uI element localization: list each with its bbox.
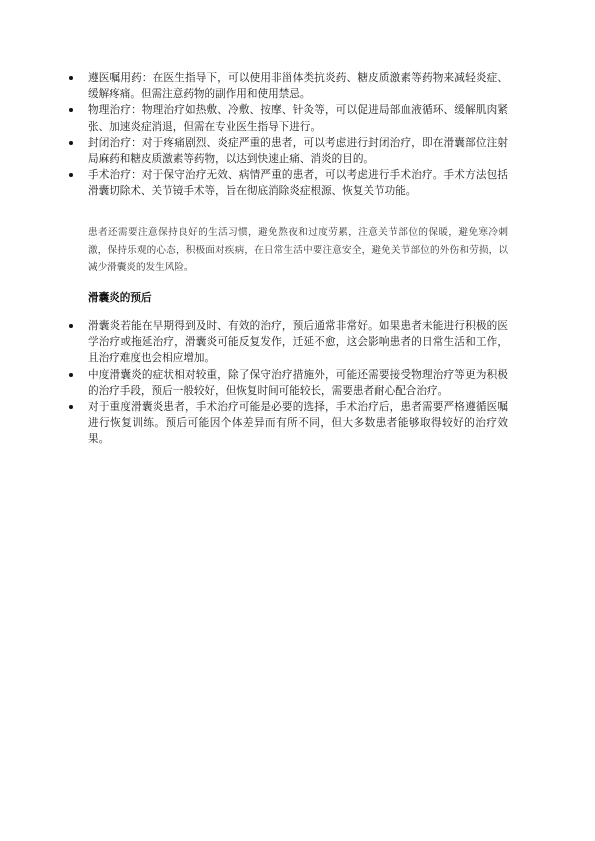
list-item-text: 手术治疗：对于保守治疗无效、病情严重的患者，可以考虑进行手术治疗。手术方法包括滑囊切除术、关节镜手术等，旨在彻底消除炎症根源、恢复关节功能。 <box>88 169 508 198</box>
section-heading: 滑囊炎的预后 <box>88 292 152 304</box>
list-item-text: 中度滑囊炎的症状相对较重，除了保守治疗措施外，可能还需要接受物理治疗等更为积极的治疗手段，预后一般较好，但恢复时间可能较长，需要患者耐心配合治疗。 <box>88 368 508 397</box>
list-item <box>68 70 508 102</box>
list-item-text: 对于重度滑囊炎患者，手术治疗可能是必要的选择，手术治疗后，患者需要严格遵循医嘱进行恢复训练。预后可能因个体差异而有所不同，但大多数患者能够取得较好的治疗效果。 <box>88 401 508 446</box>
bullet-icon <box>69 373 73 377</box>
treatment-list <box>68 70 508 200</box>
list-item <box>68 367 508 399</box>
list-item-text: 遵医嘱用药：在医生指导下，可以使用非甾体类抗炎药、糖皮质激素等药物来减轻炎症、缓解疼痛。但需注意药物的副作用和使用禁忌。 <box>88 72 508 101</box>
bullet-icon <box>69 141 73 145</box>
list-item <box>68 102 508 134</box>
advice-paragraph: 患者还需要注意保持良好的生活习惯，避免熬夜和过度劳累，注意关节部位的保暖，避免寒冷刺激，保持乐观的心态，积极面对疾病，在日常生活中要注意安全，避免关节部位的外伤和劳损，以减少滑囊炎的发生风险。 <box>88 227 508 273</box>
bullet-icon <box>69 108 73 112</box>
list-item <box>68 135 508 167</box>
bullet-icon <box>69 405 73 409</box>
bullet-icon <box>69 324 73 328</box>
list-item <box>68 167 508 199</box>
bullet-icon <box>69 173 73 177</box>
bullet-icon <box>69 76 73 80</box>
prognosis-list <box>68 318 508 448</box>
list-item-text: 滑囊炎若能在早期得到及时、有效的治疗，预后通常非常好。如果患者未能进行积极的医学治疗或拖延治疗，滑囊炎可能反复发作，迁延不愈，这会影响患者的日常生活和工作，且治疗难度也会相应增加。 <box>88 320 508 365</box>
list-item <box>68 399 508 448</box>
list-item <box>68 318 508 367</box>
list-item-text: 物理治疗：物理治疗如热敷、冷敷、按摩、针灸等，可以促进局部血液循环、缓解肌肉紧张、加速炎症消退，但需在专业医生指导下进行。 <box>88 104 508 133</box>
list-item-text: 封闭治疗：对于疼痛剧烈、炎症严重的患者，可以考虑进行封闭治疗，即在滑囊部位注射局麻药和糖皮质激素等药物，以达到快速止痛、消炎的目的。 <box>88 136 508 166</box>
